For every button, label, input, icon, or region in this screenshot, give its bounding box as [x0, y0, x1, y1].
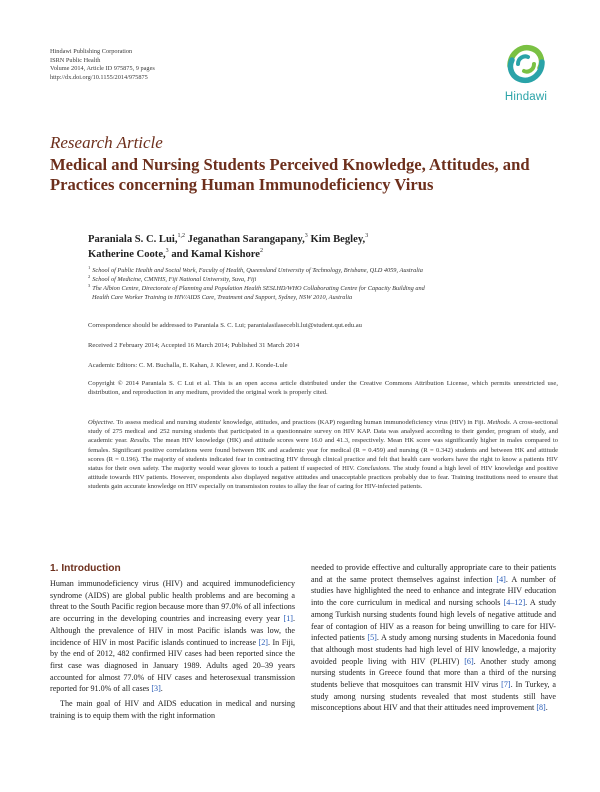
- author-name: Katherine Coote,: [88, 249, 166, 260]
- body-text: . In Turkey, a study among nursing students revealed that most students still have misconceptions about HIV and that their attitudes need improvement: [311, 680, 556, 713]
- affiliation-text: School of Medicine, CMNHS, Fiji National University, Suva, Fiji: [92, 276, 257, 283]
- publication-dates: Received 2 February 2014; Accepted 16 March 2014; Published 31 March 2014: [88, 342, 300, 349]
- body-text: . A number of studies have highlighted the need to enhance and integrate HIV education into the core curriculum in medical and nursing schools: [311, 574, 556, 608]
- header-journal: ISRN Public Health: [50, 56, 101, 64]
- body-paragraph: [50, 698, 295, 721]
- body-text: . A study among Turkish nursing students found high levels of negative attitude and fear of contagion of HIV as a reason for being unwilling to care for HIV-infected patients: [311, 598, 557, 643]
- abstract: [88, 418, 558, 492]
- author-name: Kim Begley,: [310, 234, 366, 245]
- citation-link[interactable]: [5]: [367, 633, 377, 643]
- affiliation-text: The Albion Centre, Directorate of Planning and Population Health SESLHD/WHO Collaborating Centre for Capacity Building and: [92, 285, 425, 292]
- article-type: Research Article: [50, 133, 163, 152]
- affiliations: [88, 266, 558, 302]
- hindawi-logo-icon: [496, 40, 556, 90]
- correspondence: Correspondence should be addressed to Paraniala S. C. Lui; paranialasilasecebli.lui@student.qut.edu.au: [88, 322, 362, 329]
- body-text: .: [160, 684, 163, 694]
- hindawi-logo: [496, 40, 556, 104]
- citation-link[interactable]: [8]: [536, 703, 546, 713]
- body-paragraph: [311, 562, 556, 714]
- body-text: . In Fiji, by the end of 2012, 482 confirmed HIV cases had been reported since the first case was diagnosed in January 1989. Adults aged 20–39 years accounted for almost 77.0% of HIV cases and heterosexual transmission reported for 91.0% of all cases: [50, 637, 295, 694]
- logo-wordmark: Hindawi: [504, 91, 548, 103]
- academic-editors: Academic Editors: C. M. Buchalla, E. Kahan, J. Klewer, and J. Konde-Lule: [88, 362, 288, 369]
- left-column: [50, 578, 295, 724]
- abstract-conclusions-label: Conclusions.: [356, 465, 391, 473]
- header-publisher: Hindawi Publishing Corporation: [50, 48, 133, 55]
- header-volume: Volume 2014, Article ID 975875, 9 pages: [50, 65, 155, 73]
- paper-title: Medical and Nursing Students Perceived Knowledge, Attitudes, and Practices concerning Human Immunodeficiency Virus: [50, 155, 530, 194]
- author-affil-sup: 1,2: [177, 233, 185, 239]
- citation-link[interactable]: [3]: [151, 684, 161, 694]
- copyright-notice: Copyright © 2014 Paraniala S. C Lui et al. This is an open access article distributed under the Creative Commons Attribution License, which permits unrestricted use, distribution, and reproduction in any medium, provided the original work is properly cited.: [88, 380, 558, 396]
- body-text: . Another study among nursing students in Greece found that more than a third of the nursing students believe that mosquitoes can transmit HIV virus: [311, 656, 556, 690]
- citation-link[interactable]: [7]: [501, 680, 511, 690]
- body-text: The main goal of HIV and AIDS education in medical and nursing training is to equip them with the right information: [50, 699, 295, 720]
- author-name: and Kamal Kishore: [171, 249, 261, 260]
- citation-link[interactable]: [2]: [258, 637, 268, 647]
- abstract-results-label: Results.: [130, 437, 151, 445]
- body-paragraph: [50, 578, 295, 695]
- abstract-objective: To assess medical and nursing students' knowledge, attitudes, and practices (KAP) regarding human immunodeficiency virus (HIV) in Fiji.: [116, 419, 486, 426]
- citation-link[interactable]: [4]: [496, 574, 506, 584]
- affiliation-continued: Health Care Worker Training in HIV/AIDS Care, Treatment and Support, Sydney, NSW 2010, Australia: [92, 294, 353, 301]
- abstract-methods-label: Methods.: [487, 419, 512, 426]
- author-name: Paraniala S. C. Lui,: [88, 234, 178, 245]
- journal-header: [50, 48, 155, 82]
- author-affil-sup: 3: [304, 233, 308, 239]
- right-column: [311, 562, 556, 717]
- abstract-objective-label: Objective.: [88, 419, 115, 426]
- affiliation-number: 2: [88, 274, 91, 279]
- affiliation-number: 1: [88, 265, 91, 270]
- section-heading: 1. Introduction: [50, 563, 121, 574]
- abstract-conclusions: The study found a high level of HIV knowledge and positive attitude towards HIV patients. However, respondents also displayed negative attitudes and unacceptable practices probably due to fear. Training institutions need to ensure that students gain accurate knowledge on HIV especially on transmission routes to allay the fear of caring for HIV-infected patients.: [88, 465, 558, 491]
- author-affil-sup: 2: [260, 248, 264, 254]
- affiliation-item: [88, 275, 558, 284]
- body-text: needed to provide effective and culturally appropriate care to their patients and at the same protect themselves against infection: [311, 563, 556, 584]
- affiliation-text: School of Public Health and Social Work, Faculty of Health, Queensland University of Technology, Brisbane, QLD 4059, Australia: [92, 267, 423, 274]
- abstract-methods: A cross-sectional study of 275 medical and 252 nursing students that participated in a questionnaire survey on HIV KAP. Data was analysed according to their gender, program of study, and academic year.: [88, 419, 558, 445]
- citation-link[interactable]: [4–12]: [503, 598, 526, 608]
- author-affil-sup: 3: [165, 248, 169, 254]
- body-text: . A study among nursing students in Macedonia found that although most students had high level of HIV knowledge, a majority avoided people living with HIV (PLHIV): [311, 633, 556, 666]
- body-text: . Although the prevalence of HIV in most Pacific islands was low, the incidence of HIV in most Pacific islands continued to increase: [50, 614, 295, 647]
- affiliation-item: [88, 266, 558, 275]
- citation-link[interactable]: [6]: [464, 656, 474, 666]
- author-name: Jeganathan Sarangapany,: [187, 234, 305, 245]
- author-list: [88, 232, 558, 262]
- header-doi[interactable]: http://dx.doi.org/10.1155/2014/975875: [50, 73, 148, 81]
- affiliation-item: [88, 284, 558, 293]
- author-affil-sup: 3: [365, 233, 369, 239]
- abstract-results: The mean HIV knowledge (HK) and attitude scores were 16.0 and 41.3, respectively. Mean HK score was significantly higher in males compared to females. Significant positive correlations were found between HK and academic year for medical (R = 0.459) and nursing (R = 0.342) students and between HK and attitude scores (R = 0.196). The majority of students indicated fear in contracting HIV through clinical practice and felt that health care workers have the right to know a patients HIV status for their own safety. The majority would wear gloves to touch a patient if suspected of HIV.: [88, 437, 558, 473]
- body-text: .: [545, 703, 548, 713]
- affiliation-number: 3: [88, 283, 91, 288]
- body-text: Human immunodeficiency virus (HIV) and acquired immunodeficiency syndrome (AIDS) are global public health problems and are becoming a threat to the South Pacific region because more than 97.0% of all infections are occurring in the developing countries and increasing every year: [50, 579, 295, 624]
- citation-link[interactable]: [1]: [283, 614, 293, 624]
